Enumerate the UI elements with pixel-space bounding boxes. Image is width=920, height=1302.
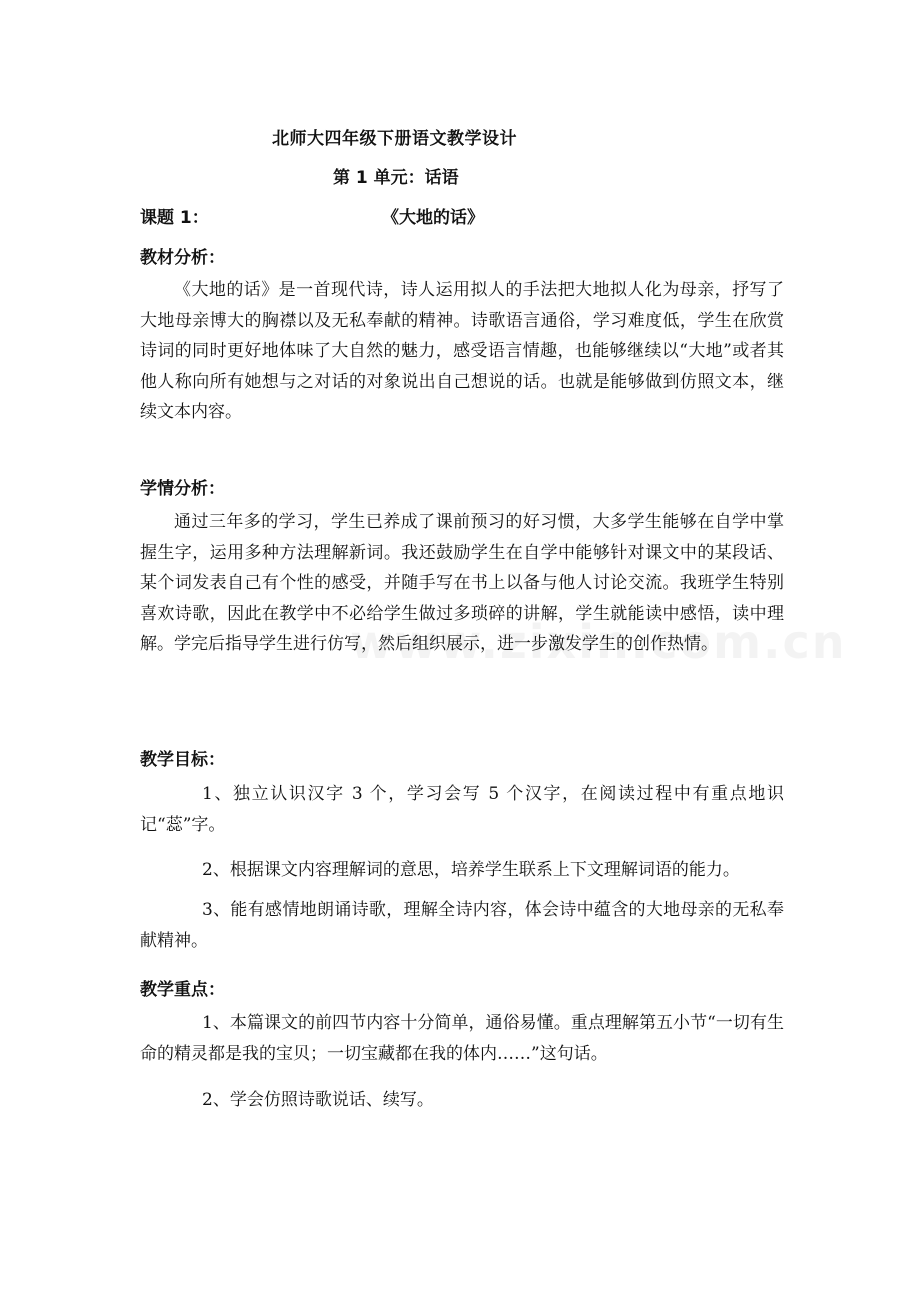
objective-item-1: 1、独立认识汉字 3 个，学习会写 5 个汉字，在阅读过程中有重点地识记“蕊”字。 [140, 784, 784, 835]
material-analysis-text: 《大地的话》是一首现代诗，诗人运用拟人的手法把大地拟人化为母亲，抒写了大地母亲博大的胸襟以及无私奉献的精神。诗歌语言通俗，学习难度低，学生在欣赏诗词的同时更好地体味了大自然的魅力，感受语言情趣，也能够继续以“大地”或者其他人称向所有她想与之对话的对象说出自己想说的话。也就是能够做到仿照文本，继续文本内容。 [140, 280, 784, 423]
key-point-item-1: 1、本篇课文的前四节内容十分简单，通俗易懂。重点理解第五小节“一切有生命的精灵都是我的宝贝；一切宝藏都在我的体内……”这句话。 [140, 1013, 784, 1064]
objectives-heading: 教学目标： [140, 750, 225, 770]
objective-item-3: 3、能有感情地朗诵诗歌，理解全诗内容，体会诗中蕴含的大地母亲的无私奉献精神。 [140, 900, 784, 951]
student-analysis-text: 通过三年多的学习，学生已养成了课前预习的好习惯，大多学生能够在自学中掌握生字，运用多种方法理解新词。我还鼓励学生在自学中能够针对课文中的某段话、某个词发表自己有个性的感受，并随手写在书上以备与他人讨论交流。我班学生特别喜欢诗歌，因此在教学中不必给学生做过多琐碎的讲解，学生就能读中感悟，读中理解。学完后指导学生进行仿写，然后组织展示，进一步激发学生的创作热情。 [140, 512, 784, 655]
objective-item-2: 2、根据课文内容理解词的意思，培养学生联系上下文理解词语的能力。 [202, 860, 740, 880]
document-title: 北师大四年级下册语文教学设计 [272, 129, 517, 149]
material-analysis-heading: 教材分析： [140, 248, 225, 268]
lesson-label: 课题 1： [140, 208, 209, 228]
student-analysis-heading: 学情分析： [140, 479, 225, 499]
lesson-title: 《大地的话》 [382, 208, 484, 228]
unit-title: 第 1 单元：话语 [333, 168, 459, 188]
key-points-heading: 教学重点： [140, 980, 225, 1000]
watermark [350, 615, 847, 669]
key-point-item-2: 2、学会仿照诗歌说话、续写。 [202, 1090, 434, 1110]
